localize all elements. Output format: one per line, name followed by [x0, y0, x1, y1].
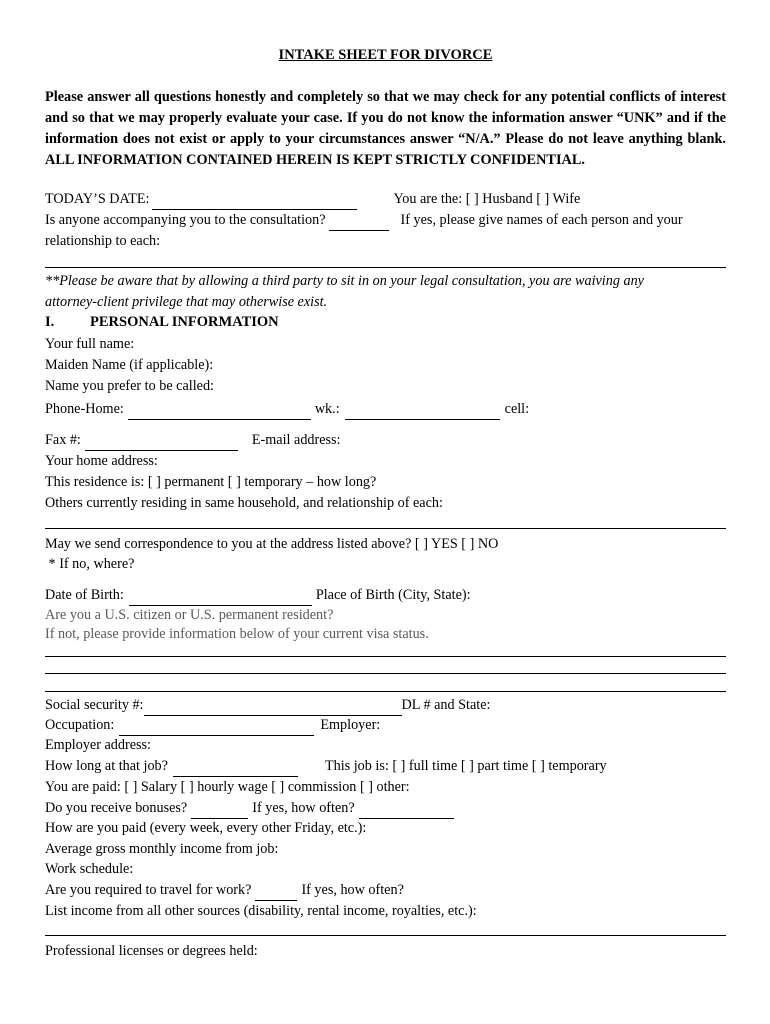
if-yes-names-label: If yes, please give names of each person and your — [400, 212, 683, 228]
visa-label: If not, please provide information below of your current visa status. — [45, 626, 429, 642]
relationship-label: relationship to each: — [45, 233, 161, 249]
preferred-name-label: Name you prefer to be called: — [45, 378, 214, 394]
correspondence-row — [45, 533, 726, 553]
visa-line-1[interactable] — [45, 656, 726, 657]
home-address-label: Your home address: — [45, 453, 158, 469]
correspondence-checkboxes[interactable]: May we send correspondence to you at the address listed above? [ ] YES [ ] NO — [45, 536, 499, 552]
other-income-extra-line[interactable] — [45, 935, 726, 936]
section-title: PERSONAL INFORMATION — [90, 314, 279, 330]
citizen-label: Are you a U.S. citizen or U.S. permanent resident? — [45, 607, 334, 623]
pay-type-checkboxes[interactable]: You are paid: [ ] Salary [ ] hourly wage [ ] commission [ ] other: — [45, 779, 410, 795]
privilege-warning-line-2 — [45, 291, 726, 311]
job-duration-label: How long at that job? — [45, 758, 168, 774]
phone-row — [45, 398, 726, 418]
other-income-label: List income from all other sources (disability, rental income, royalties, etc.): — [45, 903, 477, 919]
visa-line-2[interactable] — [45, 673, 726, 674]
travel-field[interactable] — [255, 886, 297, 901]
phone-work-field[interactable] — [345, 405, 500, 420]
employer-label: Employer: — [320, 717, 381, 733]
travel-frequency-label: If yes, how often? — [301, 882, 404, 898]
form-title: INTAKE SHEET FOR DIVORCE — [278, 47, 493, 63]
full-name-label: Your full name: — [45, 336, 135, 352]
others-residing-extra-line[interactable] — [45, 528, 726, 529]
privilege-warning-text-2: attorney-client privilege that may otherwise exist. — [45, 294, 328, 310]
fax-label: Fax #: — [45, 432, 81, 448]
work-schedule-label: Work schedule: — [45, 861, 134, 877]
phone-work-label: wk.: — [314, 401, 340, 417]
accompanying-label: Is anyone accompanying you to the consultation? — [45, 212, 326, 228]
full-name-row — [45, 333, 726, 353]
phone-home-label: Phone-Home: — [45, 401, 124, 417]
privilege-warning-line-1 — [45, 270, 726, 290]
citizen-row — [45, 604, 726, 624]
job-type-checkboxes[interactable]: This job is: [ ] full time [ ] part time [ ] temporary — [324, 758, 607, 774]
gross-income-label: Average gross monthly income from job: — [45, 841, 279, 857]
licenses-row — [45, 940, 726, 960]
preferred-name-row — [45, 375, 726, 395]
todays-date-label: TODAY’S DATE: — [45, 191, 150, 207]
maiden-name-row — [45, 354, 726, 374]
birth-row — [45, 584, 726, 604]
if-no-where-label: * If no, where? — [45, 556, 135, 572]
ssn-label: Social security #: — [45, 697, 144, 713]
gross-income-row — [45, 838, 726, 858]
work-schedule-row — [45, 858, 726, 878]
relationship-row — [45, 230, 726, 250]
email-label: E-mail address: — [251, 432, 341, 448]
privilege-warning-text-1: **Please be aware that by allowing a third party to sit in on your legal consultation, you are waiving any — [45, 273, 644, 289]
dl-label: DL # and State: — [401, 697, 491, 713]
visa-line-3[interactable] — [45, 691, 726, 692]
spouse-role-checkboxes[interactable]: You are the: [ ] Husband [ ] Wife — [393, 191, 581, 207]
maiden-name-label: Maiden Name (if applicable): — [45, 357, 214, 373]
accompanying-row — [45, 209, 726, 229]
others-residing-row — [45, 492, 726, 512]
bonuses-frequency-label: If yes, how often? — [252, 800, 355, 816]
travel-row — [45, 879, 726, 899]
dob-label: Date of Birth: — [45, 587, 124, 603]
bonuses-label: Do you receive bonuses? — [45, 800, 188, 816]
bonuses-row — [45, 797, 726, 817]
how-paid-label: How are you paid (every week, every other Friday, etc.): — [45, 820, 367, 836]
if-no-where-row — [45, 553, 726, 573]
job-duration-row — [45, 755, 726, 775]
section-number: I. — [45, 314, 55, 330]
accompanying-field[interactable] — [329, 216, 389, 231]
relationship-extra-line[interactable] — [45, 267, 726, 268]
pay-type-row — [45, 776, 726, 796]
ssn-row — [45, 694, 726, 714]
home-address-row — [45, 450, 726, 470]
how-paid-row — [45, 817, 726, 837]
others-residing-label: Others currently residing in same household, and relationship of each: — [45, 495, 443, 511]
residence-row — [45, 471, 726, 491]
employer-address-row — [45, 734, 726, 754]
phone-home-field[interactable] — [128, 405, 311, 420]
visa-row — [45, 623, 726, 643]
licenses-label: Professional licenses or degrees held: — [45, 943, 258, 959]
residence-checkboxes[interactable]: This residence is: [ ] permanent [ ] temporary – how long? — [45, 474, 377, 490]
todays-date-row — [45, 188, 726, 208]
phone-cell-label: cell: — [504, 401, 530, 417]
occupation-label: Occupation: — [45, 717, 115, 733]
job-duration-field[interactable] — [173, 762, 298, 777]
section-heading — [45, 314, 279, 331]
occupation-row — [45, 714, 726, 734]
instructions-paragraph: Please answer all questions honestly and completely so that we may check for any potential conflicts of interest and so that we may properly evaluate your case. If you do not know the information answer “UNK” and if the information does not exist or apply to your circumstances answer “N/A.” Please do not leave anything blank. ALL INFORMATION CONTAINED HEREIN IS KEPT STRICTLY CONFIDENTIAL. — [45, 89, 726, 168]
place-of-birth-label: Place of Birth (City, State): — [315, 587, 471, 603]
todays-date-field[interactable] — [152, 195, 357, 210]
fax-email-row — [45, 429, 726, 449]
employer-address-label: Employer address: — [45, 737, 151, 753]
fax-field[interactable] — [85, 436, 238, 451]
travel-label: Are you required to travel for work? — [45, 882, 252, 898]
other-income-row — [45, 900, 726, 920]
